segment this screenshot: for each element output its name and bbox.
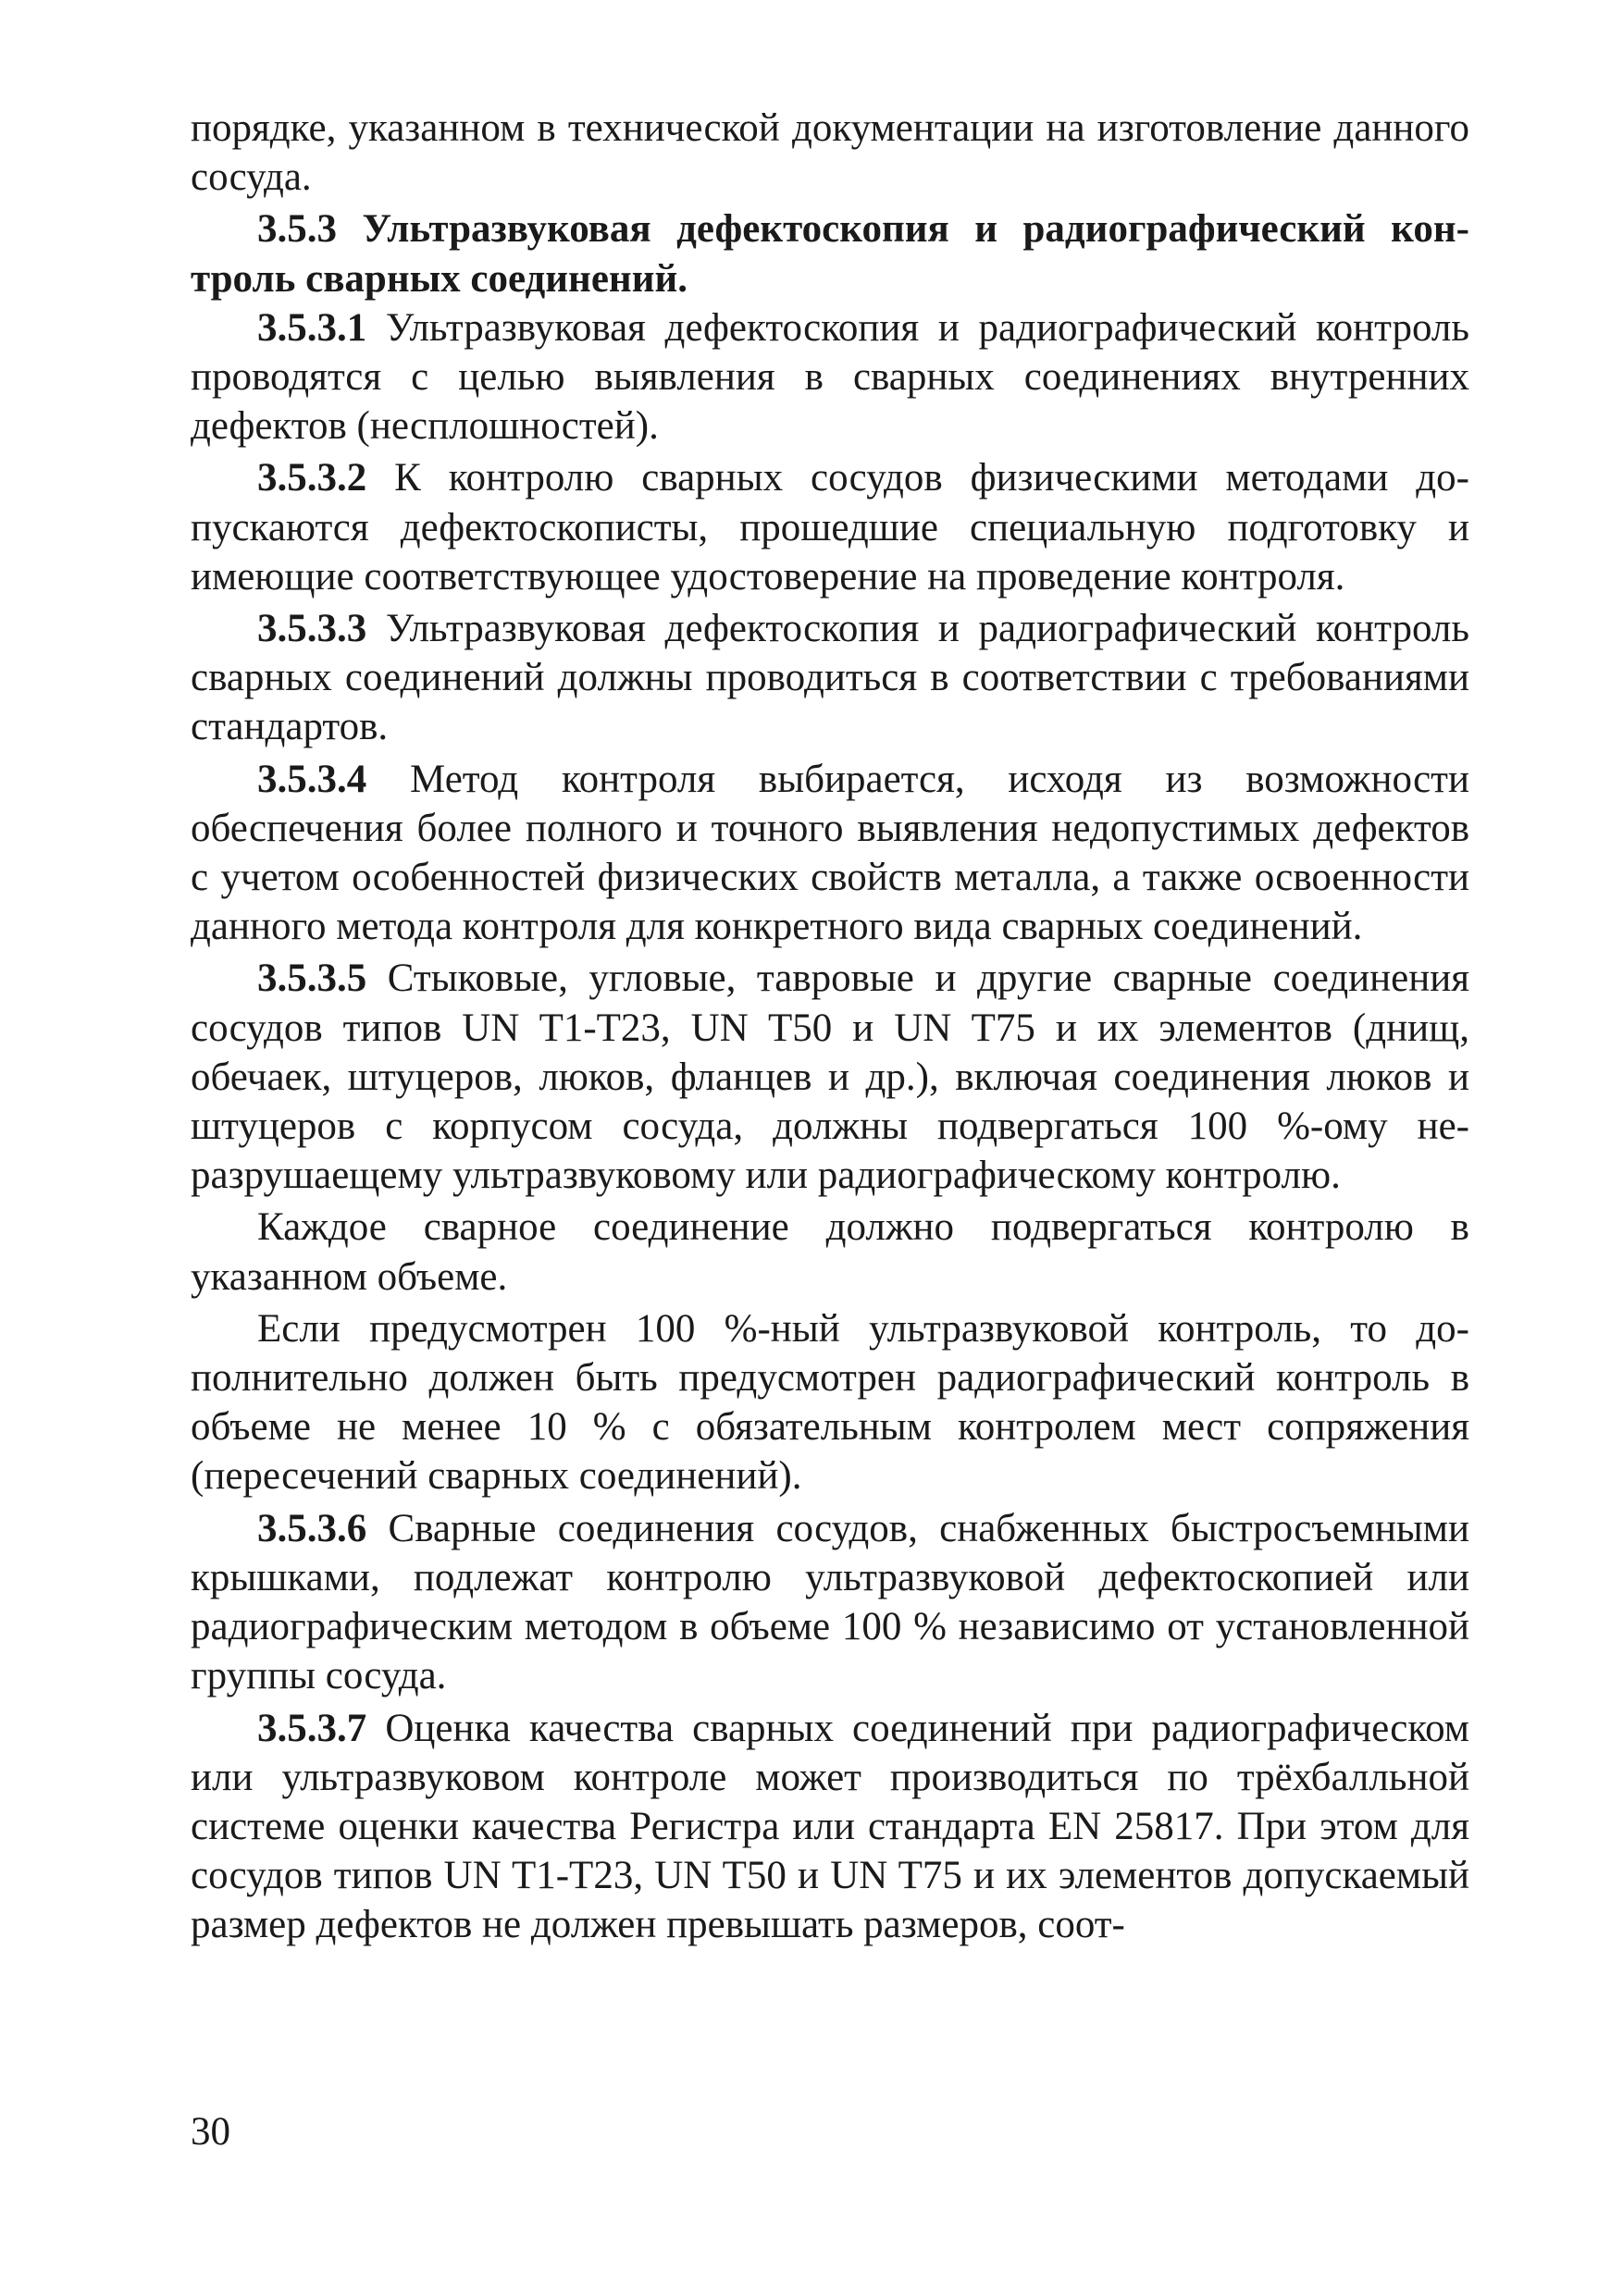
body-paragraph (191, 604, 1469, 752)
clause-number: 3.5.3.1 (257, 305, 367, 350)
paragraph-text: Стыковые, угловые, тавровые и другие сварные соединения сосудов типов UN T1-T23, UN T50 и UN T75 и их элементов (днищ, обечаек, штуцеров, люков, фланцев и др.), включая соединения люков и штуцеров с корпусом сосуда, должны подвергаться 100 %-ому неразрушаещему ультразвуковому или радиографическому контролю. (191, 957, 1469, 1198)
clause-number: 3.5.3.6 (257, 1506, 367, 1550)
body-paragraph (191, 303, 1469, 451)
document-body (191, 104, 1469, 1950)
paragraph-text: Ультразвуковая дефектоскопия и радиографический контроль проводятся с целью выявления в сварных соединениях внутренних дефектов (несплошностей). (191, 305, 1469, 449)
clause-number: 3.5.3.3 (257, 607, 367, 651)
body-paragraph (191, 1704, 1469, 1950)
clause-number: 3.5.3.5 (257, 957, 367, 1001)
paragraph-text: Каждое сварное соединение должно подвергаться контролю в указанном объеме. (191, 1205, 1469, 1299)
paragraph-text: К контролю сварных сосудов физическими методами допускаются дефектоскописты, прошедшие специальную подготовку и имеющие соответствующее удостоверение на проведение контроля. (191, 456, 1469, 599)
clause-number: 3.5.3.2 (257, 456, 367, 500)
paragraph-text: Оценка качества сварных соединений при радиографическом или ультразвуковом контроле может производиться по трёхбалльной системе оценки качества Регистра или стандарта EN 25817. При этом для сосудов типов UN T1-T23, UN T50 и UN T75 и их элементов допускаемый размер дефектов не должен превышать размеров, соот- (191, 1706, 1469, 1947)
body-paragraph (191, 1304, 1469, 1501)
paragraph-list (191, 303, 1469, 1950)
continuation-paragraph: порядке, указанном в технической документации на изготовление данного сосуда. (191, 106, 1469, 200)
paragraph-text: Сварные соединения сосудов, снабженных быстросъемными крышками, подлежат контролю ультразвуковой дефектоскопией или радиографическим методом в объеме 100 % независимо от установленной группы сосуда. (191, 1506, 1469, 1698)
body-paragraph (191, 755, 1469, 952)
page-number: 30 (191, 2110, 230, 2154)
body-paragraph (191, 1504, 1469, 1701)
body-paragraph (191, 954, 1469, 1200)
clause-number: 3.5.3.4 (257, 757, 367, 801)
paragraph-text: Метод контроля выбирается, исходя из возможности обеспечения более полного и точного выявления недопустимых дефектов с учетом особенностей физических свойств металла, а также освоенности данного метода контроля для конкретного вида сварных соединений. (191, 757, 1469, 949)
body-paragraph (191, 453, 1469, 601)
section-heading: 3.5.3 Ультразвуковая дефектоскопия и радиографический контроль сварных соединений. (191, 207, 1469, 301)
paragraph-text: Ультразвуковая дефектоскопия и радиографический контроль сварных соединений должны проводиться в соответствии с требованиями стандартов. (191, 607, 1469, 749)
paragraph-text: Если предусмотрен 100 %-ный ультразвуковой контроль, то дополнительно должен быть предусмотрен радиографический контроль в объеме не менее 10 % с обязательным контролем мест сопряжения (пересечений сварных соединений). (191, 1306, 1469, 1499)
clause-number: 3.5.3.7 (257, 1706, 367, 1750)
body-paragraph (191, 1203, 1469, 1301)
